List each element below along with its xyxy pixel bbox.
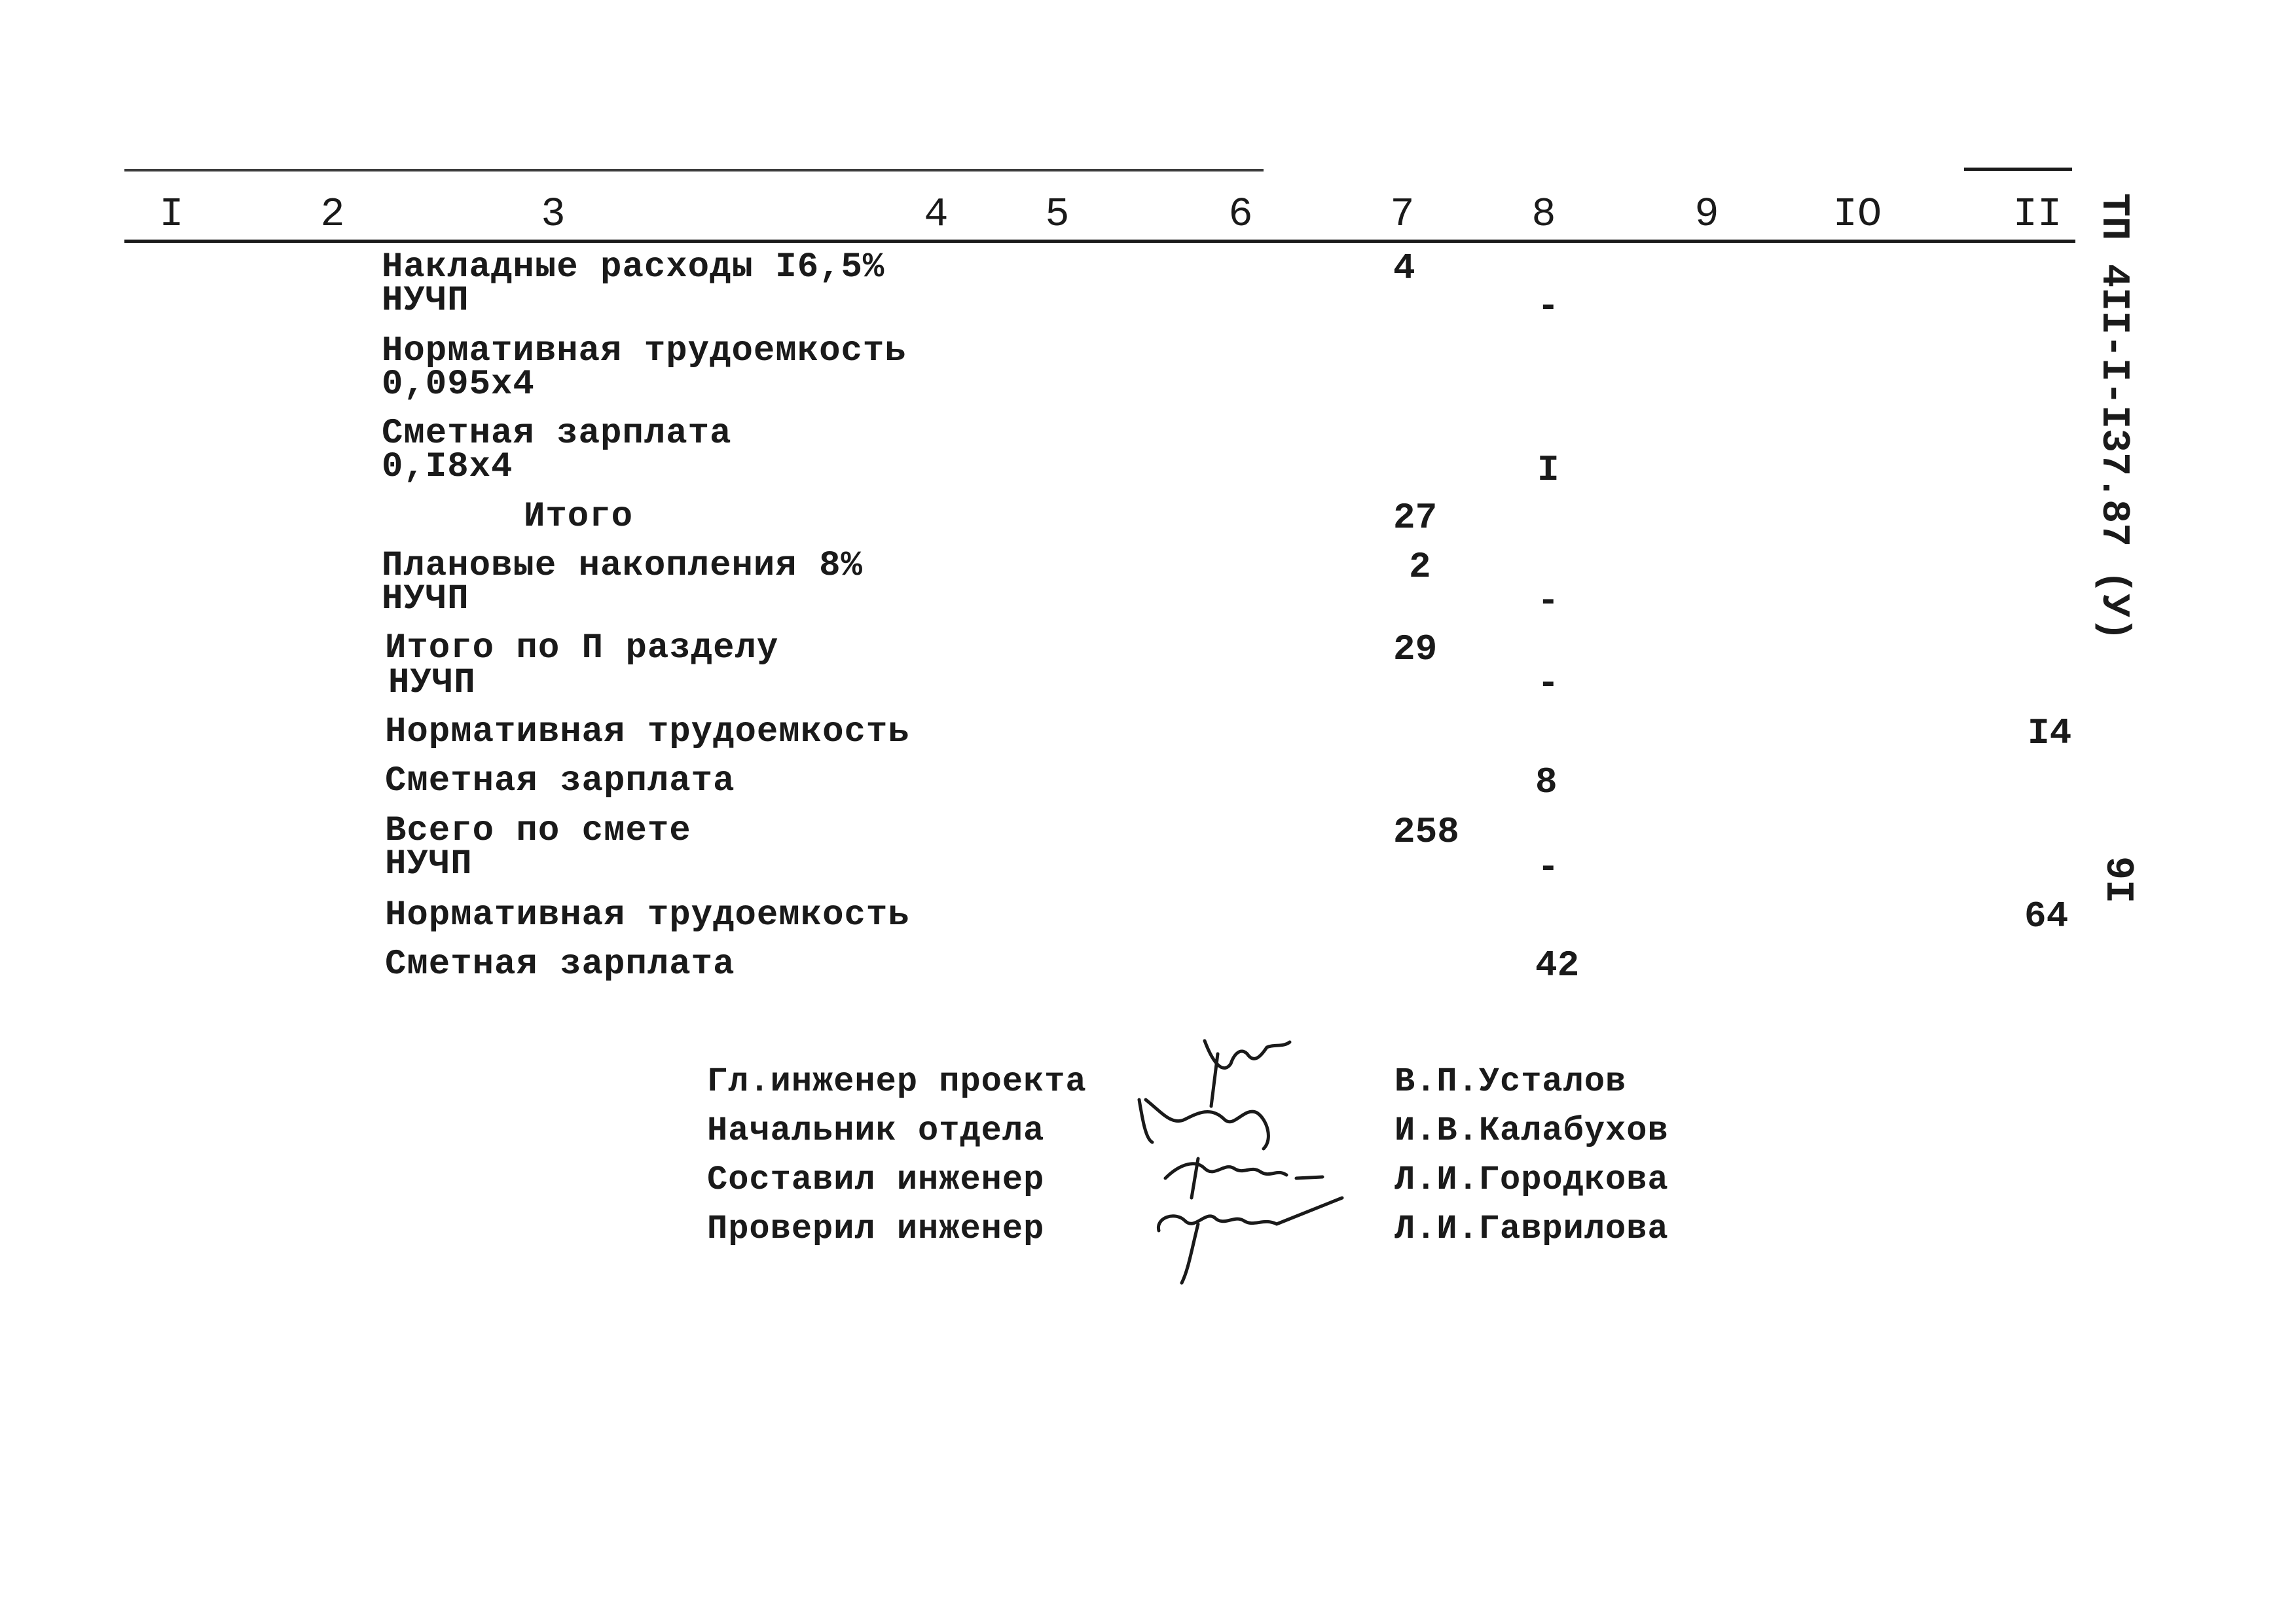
signature-name: И.В.Калабухов: [1394, 1111, 1669, 1150]
row-text: 0,095х4: [382, 365, 535, 405]
row-col8-value: I: [1537, 449, 1559, 491]
signature-role: Гл.инженер проекта: [707, 1062, 1087, 1101]
row-text: Сметная зарплата: [385, 761, 735, 801]
column-header-11: II: [2013, 191, 2062, 238]
signature-role: Проверил инженер: [707, 1210, 1045, 1248]
column-header-8: 8: [1531, 191, 1556, 238]
signature-name: Л.И.Городкова: [1394, 1161, 1669, 1199]
row-text: Нормативная трудоемкость: [382, 331, 907, 371]
document-code-vertical: ТП 4II-I-I37.87 (У): [2091, 193, 2136, 641]
row-text: Нормативная трудоемкость: [385, 712, 910, 752]
row-text: Накладные расходы I6,5%: [382, 247, 885, 287]
row-col7-value: 258: [1393, 811, 1459, 853]
row-text: НУЧП: [382, 281, 469, 321]
row-col8-value: -: [1537, 580, 1559, 622]
row-text: Итого: [524, 497, 634, 537]
row-text: 0,I8х4: [382, 447, 513, 487]
row-col11-value: I4: [2028, 712, 2072, 754]
handwritten-signatures: [1126, 1028, 1414, 1303]
row-col8-value: -: [1537, 285, 1559, 327]
column-header-5: 5: [1045, 191, 1070, 238]
column-header-2: 2: [320, 191, 345, 238]
row-text: НУЧП: [385, 844, 473, 884]
top-rule-right: [1964, 168, 2072, 171]
row-text: Сметная зарплата: [382, 414, 732, 454]
column-header-10: IO: [1832, 191, 1882, 238]
top-rule-left: [124, 169, 1264, 171]
page-number-vertical: 9I: [2095, 856, 2140, 904]
column-header-1: I: [159, 191, 184, 238]
signature-role: Начальник отдела: [707, 1111, 1045, 1150]
row-col8-value: 8: [1535, 761, 1558, 803]
row-text: Итого по П разделу: [385, 628, 779, 668]
row-col7-value: 29: [1393, 628, 1438, 670]
column-header-9: 9: [1694, 191, 1719, 238]
row-text: Нормативная трудоемкость: [385, 895, 910, 935]
row-col8-value: 42: [1535, 945, 1580, 986]
row-text: НУЧП: [382, 579, 469, 619]
signature-name: В.П.Усталов: [1394, 1062, 1627, 1101]
column-header-3: 3: [541, 191, 566, 238]
signature-name: Л.И.Гаврилова: [1394, 1210, 1669, 1248]
row-text: НУЧП: [388, 663, 476, 703]
row-col8-value: -: [1537, 662, 1559, 704]
row-text: Всего по смете: [385, 811, 691, 851]
row-col11-value: 64: [2024, 895, 2069, 937]
column-header-7: 7: [1390, 191, 1415, 238]
column-header-6: 6: [1228, 191, 1253, 238]
header-rule: [124, 240, 2075, 243]
row-text: Плановые накопления 8%: [382, 546, 863, 586]
row-col7-value: 27: [1393, 497, 1438, 539]
row-col8-value: -: [1537, 846, 1559, 888]
row-col7-value: 2: [1409, 546, 1431, 588]
signature-role: Составил инженер: [707, 1161, 1045, 1199]
row-col7-value: 4: [1393, 247, 1415, 289]
column-header-4: 4: [924, 191, 949, 238]
row-text: Сметная зарплата: [385, 945, 735, 984]
